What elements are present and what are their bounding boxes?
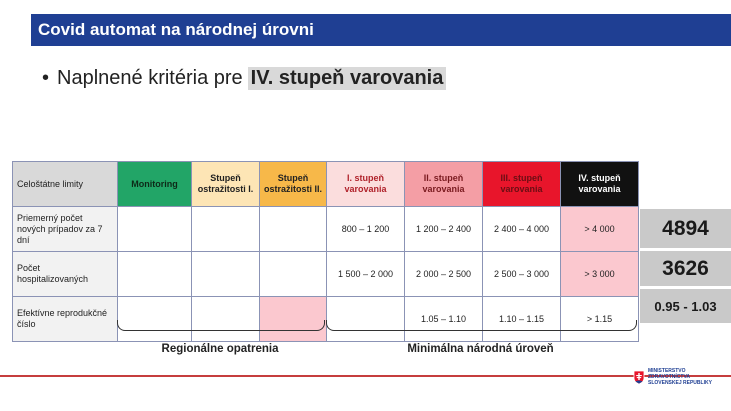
header-alert-2: Stupeň ostražitosti II. <box>260 162 327 207</box>
table-cell: > 3 000 <box>561 252 639 297</box>
ministry-name-line: SLOVENSKEJ REPUBLIKY <box>648 380 712 386</box>
header-warning-3: III. stupeň varovania <box>483 162 561 207</box>
row-label: Efektívne reprodukčné číslo <box>13 297 118 342</box>
header-alert-1: Stupeň ostražitosti I. <box>192 162 260 207</box>
table-cell <box>260 252 327 297</box>
ministry-name-line: MINISTERSTVO <box>648 368 686 374</box>
national-bracket <box>326 320 637 331</box>
header-warning-4: IV. stupeň varovania <box>561 162 639 207</box>
criteria-table <box>12 161 639 342</box>
table-cell: 1.05 – 1.10 <box>405 297 483 342</box>
table-cell: 1 200 – 2 400 <box>405 207 483 252</box>
national-level-label: Minimálna národná úroveň <box>407 343 554 355</box>
page-title: Covid automat na národnej úrovni <box>38 20 314 39</box>
table-cell: > 1.15 <box>561 297 639 342</box>
table-cell: > 4 000 <box>561 207 639 252</box>
table-cell <box>260 297 327 342</box>
table-row <box>13 252 639 297</box>
row-label: Počet hospitalizovaných <box>13 252 118 297</box>
result-value-cases: 4894 <box>640 209 731 248</box>
table-cell: 2 000 – 2 500 <box>405 252 483 297</box>
footer-divider <box>0 375 731 377</box>
table-cell <box>192 297 260 342</box>
bullet-highlight: IV. stupeň varovania <box>248 67 447 90</box>
table-cell <box>192 207 260 252</box>
table-row <box>13 297 639 342</box>
result-value-reproduction: 0.95 - 1.03 <box>640 289 731 323</box>
header-national-limits: Celoštátne limity <box>13 162 118 207</box>
title-bar <box>31 14 731 46</box>
table-row <box>13 207 639 252</box>
regional-bracket <box>117 320 325 331</box>
regional-measures-label: Regionálne opatrenia <box>161 343 279 355</box>
bullet-dot-icon: • <box>42 66 50 89</box>
row-label: Priemerný počet nových prípadov za 7 dní <box>13 207 118 252</box>
header-monitoring: Monitoring <box>118 162 192 207</box>
ministry-name <box>648 368 712 386</box>
table-cell <box>327 297 405 342</box>
table-cell <box>118 207 192 252</box>
slovak-coat-of-arms-icon <box>633 370 645 385</box>
table-cell: 2 500 – 3 000 <box>483 252 561 297</box>
table-cell <box>260 207 327 252</box>
table-cell <box>118 297 192 342</box>
ministry-name-line: ZDRAVOTNÍCTVA <box>648 374 691 380</box>
table-cell: 2 400 – 4 000 <box>483 207 561 252</box>
table-cell <box>192 252 260 297</box>
table-cell: 1.10 – 1.15 <box>483 297 561 342</box>
table-cell: 800 – 1 200 <box>327 207 405 252</box>
table-cell <box>118 252 192 297</box>
bullet-text: Naplnené kritéria pre <box>57 66 243 89</box>
header-warning-1: I. stupeň varovania <box>327 162 405 207</box>
table-cell: 1 500 – 2 000 <box>327 252 405 297</box>
header-row <box>13 162 639 207</box>
header-warning-2: II. stupeň varovania <box>405 162 483 207</box>
result-value-hospitalized: 3626 <box>640 251 731 286</box>
bullet-point <box>42 64 446 92</box>
ministry-logo <box>633 368 712 386</box>
